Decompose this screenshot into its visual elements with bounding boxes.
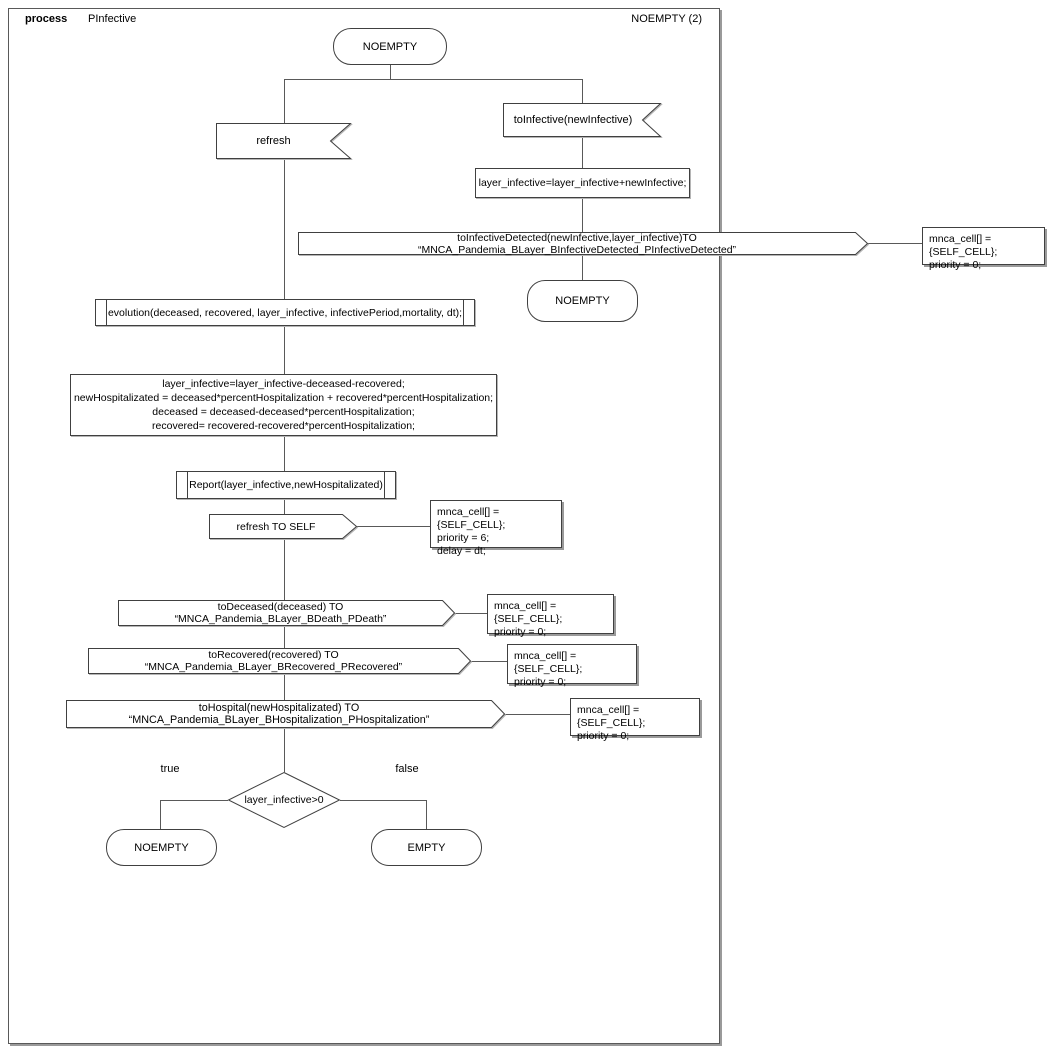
connector [284, 728, 285, 772]
note-line: priority = 0; [577, 730, 630, 742]
call-evolution-text: evolution(deceased, recovered, layer_infective, infectivePeriod,mortality, dt); [107, 306, 463, 319]
note-line: priority = 0; [494, 626, 547, 638]
connector [284, 499, 285, 514]
assign-block-line: newHospitalizated = deceased*percentHospitalization + recovered*percentHospitalization; [73, 392, 494, 404]
connector [582, 137, 583, 168]
connector [284, 626, 285, 648]
state-label: NOEMPTY [134, 841, 189, 854]
process-name-label: PInfective [88, 13, 137, 25]
note-line: mnca_cell[] = {SELF_CELL}; [929, 233, 998, 258]
call-report-box [176, 471, 396, 499]
assign-block-line: deceased = deceased-deceased*percentHospitalization; [152, 406, 415, 418]
receive-toinfective-label: toInfective(newInfective) [513, 114, 633, 126]
note-todeceased [487, 594, 614, 638]
decision-label: layer_infective>0 [244, 794, 324, 806]
state-noempty-mid [527, 280, 638, 322]
note-line: mnca_cell[] = {SELF_CELL}; [514, 650, 583, 675]
connector [284, 79, 583, 80]
send-shape-refresh-self [209, 514, 357, 539]
call-evolution-box [95, 299, 475, 326]
state-noempty-end [106, 829, 217, 866]
connector [471, 661, 507, 662]
send-shape-torecovered [88, 648, 471, 674]
connector-false-branch [426, 800, 427, 829]
decision-false-label: false [395, 763, 419, 775]
process-kind-label: process [25, 13, 68, 25]
connector [284, 326, 285, 374]
decision-true-label: true [160, 763, 180, 775]
note-line: mnca_cell[] = {SELF_CELL}; [437, 506, 506, 531]
send-toinfectivedetected-label: toInfectiveDetected(newInfective,layer_infective)TO “MNCA_Pandemia_BLayer_BInfectiveDetected_PInfectiveDetected” [417, 231, 737, 256]
connector [284, 436, 285, 471]
note-line: priority = 6; [437, 532, 490, 544]
connector [284, 79, 285, 123]
connector [284, 159, 285, 299]
connector [582, 79, 583, 103]
connector [505, 714, 570, 715]
send-shape-tohospital [66, 700, 505, 728]
assign-block-line: recovered= recovered-recovered*percentHospitalization; [152, 420, 415, 432]
connector [357, 526, 430, 527]
connector [868, 243, 922, 244]
receive-shape-refresh [216, 123, 351, 159]
receive-shape-toinfective [503, 103, 661, 137]
send-refresh-self-label: refresh TO SELF [236, 520, 316, 533]
send-shape-todeceased [118, 600, 455, 626]
connector [582, 255, 583, 280]
connector-true-branch [160, 800, 161, 829]
send-torecovered-label: toRecovered(recovered) TO “MNCA_Pandemia_BLayer_BRecovered_PRecovered” [144, 649, 403, 673]
connector [390, 65, 391, 79]
call-report-text: Report(layer_infective,newHospitalizated) [189, 479, 383, 491]
note-line: mnca_cell[] = {SELF_CELL}; [577, 704, 646, 729]
note-line: priority = 0; [929, 259, 982, 271]
assign-newinfective-text: layer_infective=layer_infective+newInfective; [478, 177, 687, 189]
note-toinfectivedetected [922, 227, 1045, 271]
send-shape-toinfectivedetected [298, 232, 868, 255]
send-todeceased-label: toDeceased(deceased) TO “MNCA_Pandemia_BLayer_BDeath_PDeath” [174, 601, 387, 625]
connector [284, 539, 285, 600]
state-label: NOEMPTY [362, 40, 418, 53]
receive-refresh-label: refresh [256, 135, 291, 147]
state-label: EMPTY [407, 841, 446, 854]
assign-newinfective-box [475, 168, 690, 198]
note-line: delay = dt; [437, 545, 486, 557]
assign-block-line: layer_infective=layer_infective-deceased-recovered; [162, 378, 405, 390]
connector [284, 674, 285, 700]
state-label: NOEMPTY [555, 295, 610, 307]
connector-true-branch [160, 800, 228, 801]
connector [455, 613, 487, 614]
note-line: priority = 0; [514, 676, 567, 688]
state-noempty-start [333, 28, 447, 65]
note-line: mnca_cell[] = {SELF_CELL}; [494, 600, 563, 625]
state-empty-end [371, 829, 482, 866]
note-tohospital [570, 698, 700, 742]
note-refresh-self [430, 500, 562, 557]
assign-block-box [70, 374, 497, 436]
connector-false-branch [340, 800, 426, 801]
note-torecovered [507, 644, 637, 688]
decision-shape [228, 772, 340, 828]
frame-state-label: NOEMPTY (2) [631, 13, 702, 25]
connector [582, 198, 583, 232]
send-tohospital-label: toHospital(newHospitalizated) TO “MNCA_Pandemia_BLayer_BHospitalization_PHospitalization” [128, 702, 430, 726]
